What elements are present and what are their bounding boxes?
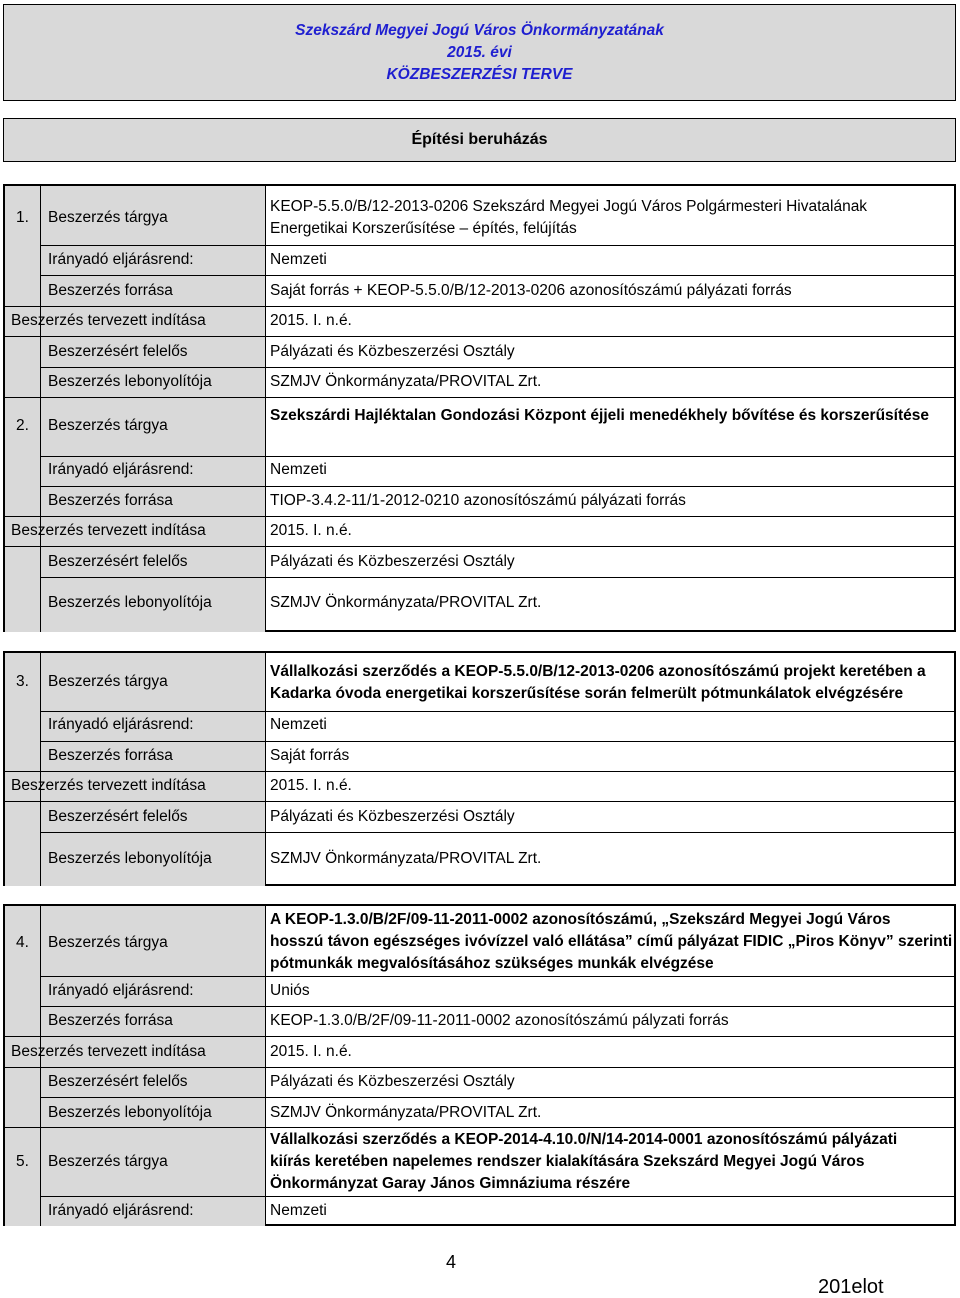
item-subject-line1: Szekszárdi Hajléktalan Gondozási Központ éjjeli menedékhely bővítése és korszerűsítése [270, 407, 929, 424]
item-source: Saját forrás [270, 747, 350, 764]
item-source: TIOP-3.4.2-11/1-2012-0210 azonosítószámú pályázati forrás [270, 492, 686, 509]
item-subject-line2: Energetikai Korszerűsítése – építés, felújítás [270, 220, 577, 237]
label-procedure: Irányadó eljárásrend: [48, 461, 194, 478]
item-subject-line1: A KEOP-1.3.0/B/2F/09-11-2011-0002 azonosítószámú, „Szekszárd Megyei Jogú Város [270, 911, 891, 928]
item-responsible: Pályázati és Közbeszerzési Osztály [270, 1073, 515, 1090]
page-number: 4 [446, 1252, 457, 1272]
label-start: Beszerzés tervezett indítása [11, 1043, 206, 1060]
item-procedure: Nemzeti [270, 1202, 327, 1219]
label-start: Beszerzés tervezett indítása [11, 312, 206, 329]
label-subject: Beszerzés tárgya [48, 1153, 168, 1170]
procurement-block-3 [3, 651, 956, 886]
item-conductor: SZMJV Önkormányzata/PROVITAL Zrt. [270, 594, 542, 611]
item-number: 2. [16, 417, 29, 434]
label-subject: Beszerzés tárgya [48, 209, 168, 226]
item-start: 2015. I. n.é. [270, 312, 352, 329]
label-conductor: Beszerzés lebonyolítója [48, 1104, 212, 1121]
plan-title-line3: KÖZBESZERZÉSI TERVE [386, 65, 573, 83]
label-source: Beszerzés forrása [48, 492, 173, 509]
label-conductor: Beszerzés lebonyolítója [48, 373, 212, 390]
item-subject-line2: hosszú távon egészséges ivóvízzel való ellátása” című pályázat FIDIC „Piros Könyv” szerinti [270, 933, 953, 950]
item-number: 5. [16, 1153, 29, 1170]
procurement-block-1-2 [3, 184, 956, 632]
item-conductor: SZMJV Önkormányzata/PROVITAL Zrt. [270, 373, 542, 390]
label-conductor: Beszerzés lebonyolítója [48, 850, 212, 867]
label-source: Beszerzés forrása [48, 1012, 173, 1029]
item-subject-line3: Önkormányzat Garay János Gimnáziuma részére [270, 1175, 631, 1192]
label-procedure: Irányadó eljárásrend: [48, 716, 194, 733]
label-start: Beszerzés tervezett indítása [11, 522, 206, 539]
footer-code: 201elot [818, 1276, 884, 1298]
item-conductor: SZMJV Önkormányzata/PROVITAL Zrt. [270, 1104, 542, 1121]
label-responsible: Beszerzésért felelős [48, 553, 188, 570]
item-number: 3. [16, 673, 29, 690]
plan-title-line2: 2015. évi [447, 43, 512, 61]
item-subject-line3: pótmunkák megvalósításához szükséges munkák elvégzése [270, 955, 714, 972]
label-source: Beszerzés forrása [48, 747, 173, 764]
item-start: 2015. I. n.é. [270, 1043, 352, 1060]
item-subject-line2: kiírás keretében napelemes rendszer kialakítására Szekszárd Megyei Jogú Város [270, 1153, 865, 1170]
item-subject-line1: KEOP-5.5.0/B/12-2013-0206 Szekszárd Megyei Jogú Város Polgármesteri Hivatalának [270, 198, 868, 215]
item-procedure: Nemzeti [270, 461, 327, 478]
item-subject-line2: Kadarka óvoda energetikai korszerűsítése során felmerült pótmunkálatok elvégzésére [270, 685, 904, 702]
plan-title-line1: Szekszárd Megyei Jogú Város Önkormányzatának [295, 21, 664, 39]
label-responsible: Beszerzésért felelős [48, 1073, 188, 1090]
item-source: Saját forrás + KEOP-5.5.0/B/12-2013-0206 azonosítószámú pályázati forrás [270, 282, 792, 299]
item-procedure: Nemzeti [270, 251, 327, 268]
label-procedure: Irányadó eljárásrend: [48, 251, 194, 268]
item-number: 4. [16, 934, 29, 951]
item-subject-line1: Vállalkozási szerződés a KEOP-5.5.0/B/12-2013-0206 azonosítószámú projekt keretében a [270, 663, 926, 680]
item-responsible: Pályázati és Közbeszerzési Osztály [270, 343, 515, 360]
item-start: 2015. I. n.é. [270, 777, 352, 794]
label-subject: Beszerzés tárgya [48, 673, 168, 690]
category-box [3, 118, 956, 162]
label-conductor: Beszerzés lebonyolítója [48, 594, 212, 611]
label-procedure: Irányadó eljárásrend: [48, 1202, 194, 1219]
item-source: KEOP-1.3.0/B/2F/09-11-2011-0002 azonosítószámú pályzati forrás [270, 1012, 729, 1029]
category-title: Építési beruházás [411, 131, 548, 148]
procurement-block-4-5 [3, 904, 956, 1226]
label-responsible: Beszerzésért felelős [48, 808, 188, 825]
item-conductor: SZMJV Önkormányzata/PROVITAL Zrt. [270, 850, 542, 867]
label-procedure: Irányadó eljárásrend: [48, 982, 194, 999]
label-subject: Beszerzés tárgya [48, 417, 168, 434]
label-responsible: Beszerzésért felelős [48, 343, 188, 360]
item-start: 2015. I. n.é. [270, 522, 352, 539]
item-procedure: Uniós [270, 982, 310, 999]
item-procedure: Nemzeti [270, 716, 327, 733]
item-number: 1. [16, 209, 29, 226]
plan-title-box [3, 4, 956, 101]
label-source: Beszerzés forrása [48, 282, 173, 299]
item-subject-line1: Vállalkozási szerződés a KEOP-2014-4.10.0/N/14-2014-0001 azonosítószámú pályázati [270, 1131, 898, 1148]
label-subject: Beszerzés tárgya [48, 934, 168, 951]
item-responsible: Pályázati és Közbeszerzési Osztály [270, 553, 515, 570]
item-responsible: Pályázati és Közbeszerzési Osztály [270, 808, 515, 825]
label-start: Beszerzés tervezett indítása [11, 777, 206, 794]
